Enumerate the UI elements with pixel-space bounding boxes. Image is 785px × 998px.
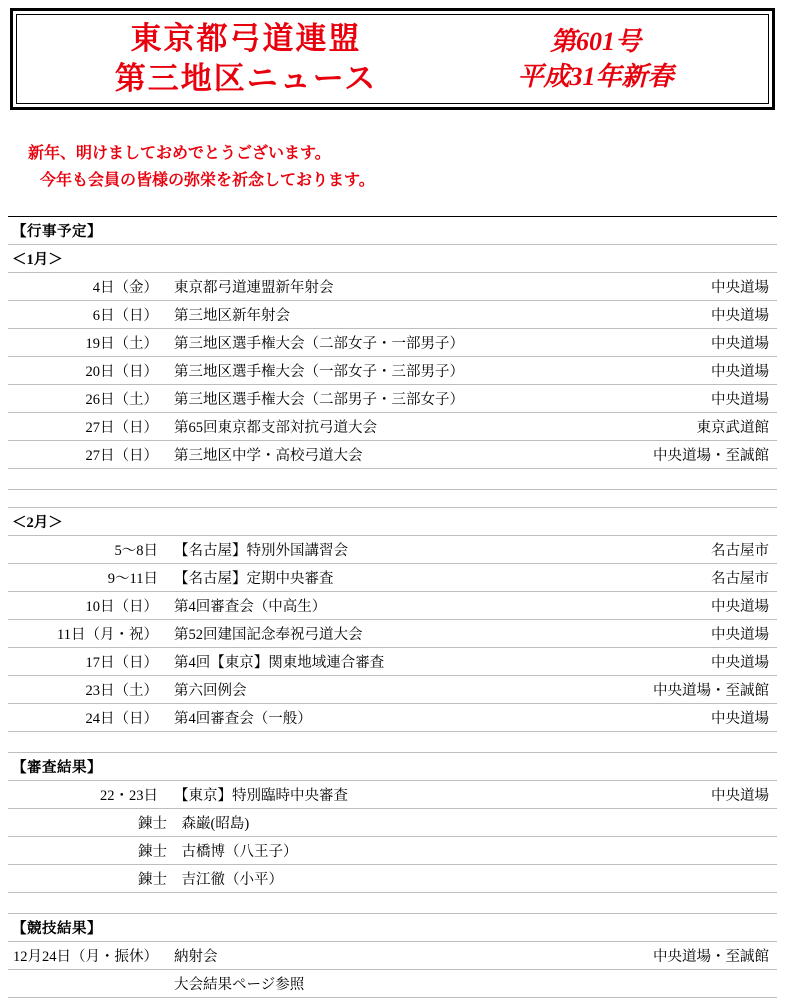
event-date: 4日（金） (92, 280, 158, 297)
subheading-january: ＜1月＞ (8, 245, 777, 273)
table-row (8, 564, 777, 592)
passer-name: 錬士 古橋博（八王子） (138, 844, 298, 861)
event-date: 27日（日） (85, 420, 158, 437)
event-date: 6日（日） (92, 308, 158, 325)
table-row (8, 648, 777, 676)
table-row (8, 385, 777, 413)
table-row (8, 592, 777, 620)
event-name: 第三地区新年射会 (174, 308, 290, 325)
greeting-message (28, 140, 785, 194)
event-date: 27日（日） (85, 448, 158, 465)
event-place: 名古屋市 (711, 571, 769, 588)
event-name: 第65回東京都支部対抗弓道大会 (174, 420, 377, 437)
event-place: 中央道場 (711, 392, 769, 409)
event-name: 第六回例会 (174, 683, 247, 700)
event-name: 第三地区選手権大会（二部女子・一部男子） (174, 336, 464, 353)
competition-results-section (8, 914, 777, 998)
competition-note: 大会結果ページ参照 (174, 977, 305, 994)
event-place: 中央道場 (711, 599, 769, 616)
newsletter-body (8, 216, 777, 998)
table-row (8, 809, 777, 837)
table-row (8, 620, 777, 648)
spacer-row (8, 490, 777, 508)
event-date: 11日（月・祝） (57, 627, 158, 644)
table-row (8, 329, 777, 357)
event-name: 第三地区中学・高校弓道大会 (174, 448, 363, 465)
event-date: 23日（土） (85, 683, 158, 700)
exam-date: 22・23日 (100, 788, 158, 805)
event-place: 中央道場・至誠館 (653, 448, 769, 465)
event-place: 中央道場 (711, 711, 769, 728)
greeting-line-1: 新年、明けましておめでとうございます。 (28, 145, 331, 162)
event-name: 【名古屋】特別外国講習会 (174, 543, 348, 560)
table-row (8, 441, 777, 469)
event-name: 第三地区選手権大会（二部男子・三部女子） (174, 392, 464, 409)
table-row (8, 942, 777, 970)
event-date: 9〜11日 (107, 571, 158, 588)
exam-results-section (8, 753, 777, 914)
section-heading-exam-results: 【審査結果】 (8, 753, 777, 781)
table-row (8, 704, 777, 732)
table-row (8, 273, 777, 301)
exam-place: 中央道場 (711, 788, 769, 805)
event-name: 【名古屋】定期中央審査 (174, 571, 334, 588)
event-name: 第4回審査会（中高生） (174, 599, 327, 616)
event-place: 中央道場 (711, 627, 769, 644)
spacer-row (8, 469, 777, 490)
subheading-february: ＜2月＞ (8, 508, 777, 536)
event-place: 中央道場 (711, 308, 769, 325)
masthead (10, 8, 775, 110)
event-date: 26日（土） (85, 392, 158, 409)
issue-number: 第601号 (549, 26, 641, 56)
event-place: 中央道場 (711, 336, 769, 353)
table-row (8, 536, 777, 564)
publication-title-line2: 第三地区ニュース (114, 61, 378, 96)
spacer-row (8, 893, 777, 914)
event-name: 第三地区選手権大会（一部女子・三部男子） (174, 364, 464, 381)
event-place: 中央道場 (711, 364, 769, 381)
event-place: 東京武道館 (696, 420, 769, 437)
table-row (8, 301, 777, 329)
event-name: 第52回建国記念奉祝弓道大会 (174, 627, 363, 644)
table-row (8, 357, 777, 385)
spacer-row (8, 732, 777, 753)
event-date: 5〜8日 (114, 543, 158, 560)
section-heading-events: 【行事予定】 (8, 217, 777, 245)
competition-place: 中央道場・至誠館 (653, 949, 769, 966)
event-date: 19日（土） (85, 336, 158, 353)
publication-title (17, 19, 447, 100)
event-date: 20日（日） (85, 364, 158, 381)
event-place: 中央道場 (711, 280, 769, 297)
event-date: 10日（日） (85, 599, 158, 616)
table-row (8, 413, 777, 441)
issue-info (447, 24, 768, 94)
issue-date: 平成31年新春 (517, 62, 674, 91)
event-place: 中央道場 (711, 655, 769, 672)
passer-name: 錬士 吉江徹（小平） (138, 872, 283, 889)
event-place: 中央道場・至誠館 (653, 683, 769, 700)
table-row (8, 837, 777, 865)
event-date: 24日（日） (85, 711, 158, 728)
greeting-line-2: 今年も会員の皆様の弥栄を祈念しております。 (40, 172, 375, 190)
event-name: 東京都弓道連盟新年射会 (174, 280, 334, 297)
event-date: 17日（日） (85, 655, 158, 672)
passer-name: 錬士 森巌(昭島) (138, 816, 250, 833)
exam-name: 【東京】特別臨時中央審査 (174, 788, 348, 805)
event-place: 名古屋市 (711, 543, 769, 560)
event-name: 第4回【東京】関東地域連合審査 (174, 655, 385, 672)
table-row (8, 676, 777, 704)
competition-date: 12月24日（月・振休） (13, 949, 158, 966)
section-heading-competition-results: 【競技結果】 (8, 914, 777, 942)
events-section (8, 216, 777, 753)
table-row (8, 970, 777, 998)
competition-name: 納射会 (174, 949, 218, 966)
table-row (8, 781, 777, 809)
publication-title-line1: 東京都弓道連盟 (130, 20, 362, 56)
masthead-inner-border (16, 14, 769, 104)
event-name: 第4回審査会（一般） (174, 711, 312, 728)
table-row (8, 865, 777, 893)
